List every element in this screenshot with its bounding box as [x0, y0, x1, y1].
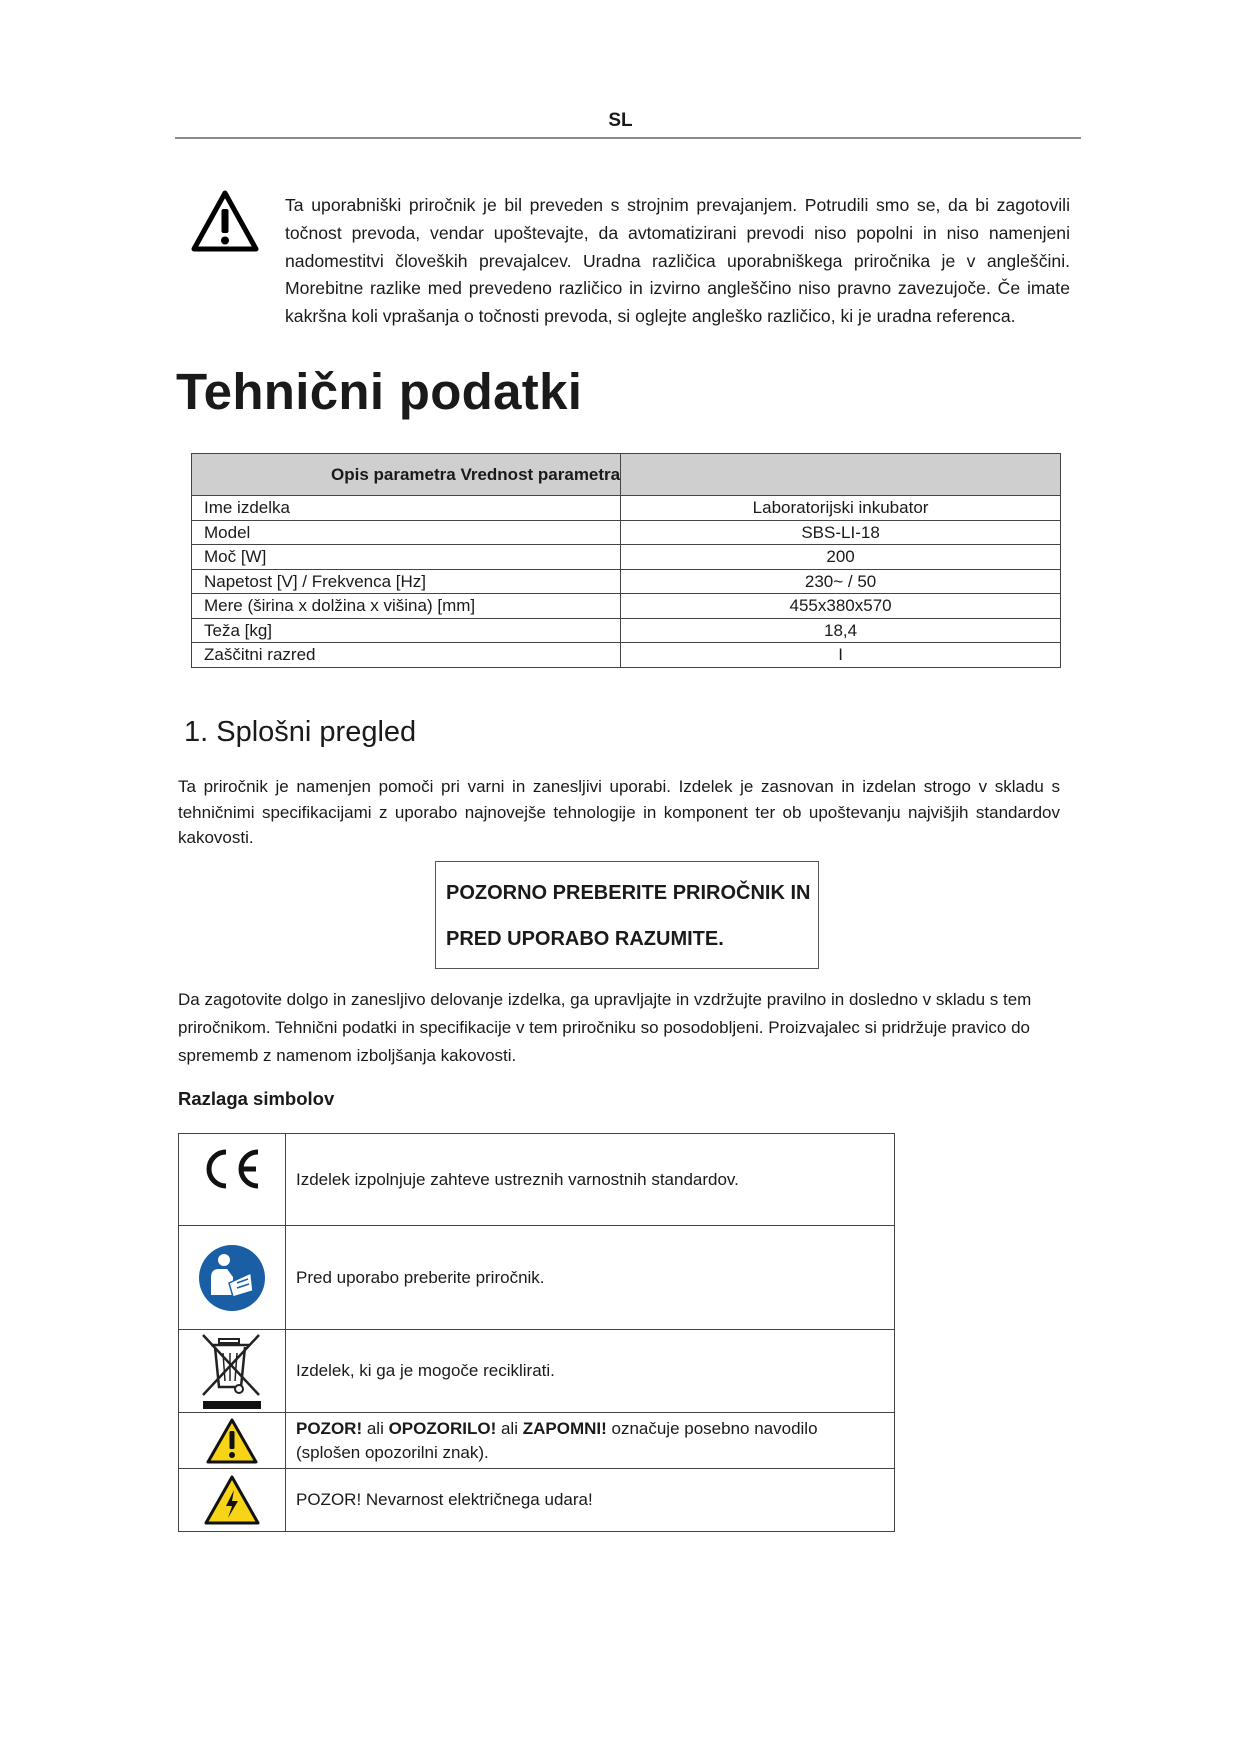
- param-value: 18,4: [621, 618, 1061, 643]
- table-row: [192, 618, 1061, 643]
- opozorilo-label: OPOZORILO!: [388, 1418, 497, 1438]
- param-value: SBS-LI-18: [621, 520, 1061, 545]
- warning-description-line-1: [296, 1417, 894, 1441]
- symbol-description: Pred uporabo preberite priročnik.: [286, 1226, 895, 1330]
- param-name: Zaščitni razred: [192, 643, 621, 668]
- table-row: [179, 1330, 895, 1413]
- crossed-bin-icon: [197, 1331, 267, 1411]
- symbol-cell: [179, 1134, 286, 1226]
- pozor-label: POZOR!: [296, 1418, 363, 1438]
- translation-disclaimer: Ta uporabniški priročnik je bil preveden s strojnim prevajanjem. Potrudili smo se, da bi zagotovili točnost prevoda, vendar upoštevajte, da avtomatizirani prevodi niso popolni in niso namenjeni nadomestitvi človeških prevajalcev. Uradna različica uporabniškega priročnika je v angleščini. Morebitne razlike med prevedeno različico in izvirno angleščino niso pravno zavezujoče. Če imate kakršna koli vprašanja o točnosti prevoda, si oglejte angleško različico, ki je uradna referenca.: [285, 195, 1070, 327]
- param-value: 230~ / 50: [621, 569, 1061, 594]
- spec-header-label: Opis parametra Vrednost parametra: [331, 464, 621, 484]
- symbol-description: Izdelek izpolnjuje zahteve ustreznih varnostnih standardov.: [286, 1134, 895, 1226]
- table-row: [192, 545, 1061, 570]
- symbol-cell: [179, 1330, 286, 1413]
- or-text: ali: [496, 1418, 523, 1438]
- param-name: Model: [192, 520, 621, 545]
- spec-table: [191, 453, 1061, 668]
- param-name: Mere (širina x dolžina x višina) [mm]: [192, 594, 621, 619]
- notice-line-2: PRED UPORABO RAZUMITE.: [446, 928, 724, 950]
- symbol-description: POZOR! Nevarnost električnega udara!: [286, 1469, 895, 1532]
- header-rule: [175, 137, 1081, 139]
- warning-description-line-2: (splošen opozorilni znak).: [296, 1442, 489, 1462]
- spec-table-header-row: [192, 454, 1061, 496]
- param-value: 455x380x570: [621, 594, 1061, 619]
- param-name: Moč [W]: [192, 545, 621, 570]
- section-heading: 1. Splošni pregled: [184, 716, 417, 748]
- electric-shock-icon: [204, 1474, 260, 1526]
- zapomni-label: ZAPOMNI!: [522, 1418, 607, 1438]
- param-name: Ime izdelka: [192, 496, 621, 521]
- symbols-heading: Razlaga simbolov: [178, 1088, 335, 1109]
- table-row: [192, 569, 1061, 594]
- warning-meaning: označuje posebno navodilo: [606, 1418, 818, 1438]
- symbol-description: Izdelek, ki ga je mogoče reciklirati.: [286, 1330, 895, 1413]
- param-value: Laboratorijski inkubator: [621, 496, 1061, 521]
- table-row: [179, 1413, 895, 1469]
- or-text: ali: [362, 1418, 389, 1438]
- param-value: I: [621, 643, 1061, 668]
- table-row: [179, 1134, 895, 1226]
- table-row: [192, 594, 1061, 619]
- read-manual-icon: [197, 1243, 267, 1313]
- table-row: [192, 520, 1061, 545]
- param-name: Teža [kg]: [192, 618, 621, 643]
- param-value: 200: [621, 545, 1061, 570]
- table-row: [192, 496, 1061, 521]
- language-code: SL: [608, 110, 633, 131]
- symbol-cell: [179, 1469, 286, 1532]
- table-row: [179, 1226, 895, 1330]
- symbols-table: [178, 1133, 895, 1532]
- param-name: Napetost [V] / Frekvenca [Hz]: [192, 569, 621, 594]
- spec-header-cell-empty: [621, 454, 1061, 496]
- symbol-cell: [179, 1413, 286, 1469]
- spec-header-cell: [192, 454, 621, 496]
- usage-paragraph: Da zagotovite dolgo in zanesljivo delovanje izdelka, ga upravljajte in vzdržujte pravilno in dosledno v skladu s tem priročnikom. Tehnični podatki in specifikacije v tem priročniku so posodobljeni. Proizvajalec si pridržuje pravico do sprememb z namenom izboljšanja kakovosti.: [178, 990, 1032, 1065]
- notice-box: [435, 861, 819, 969]
- table-row: [179, 1469, 895, 1532]
- table-row: [192, 643, 1061, 668]
- intro-paragraph: Ta priročnik je namenjen pomoči pri varni in zanesljivi uporabi. Izdelek je zasnovan in izdelan strogo v skladu s tehničnimi specifikacijami z uporabo najnovejše tehnologije in komponent ter ob upoštevanju najvišjih standardov kakovosti.: [178, 777, 1060, 847]
- symbol-description: [286, 1413, 895, 1469]
- page-title: Tehnični podatki: [176, 363, 583, 420]
- notice-line-1: POZORNO PREBERITE PRIROČNIK IN: [446, 882, 811, 904]
- symbol-cell: [179, 1226, 286, 1330]
- ce-mark-icon: [202, 1146, 262, 1192]
- general-warning-icon: [206, 1417, 258, 1465]
- warning-triangle-icon: [191, 190, 259, 252]
